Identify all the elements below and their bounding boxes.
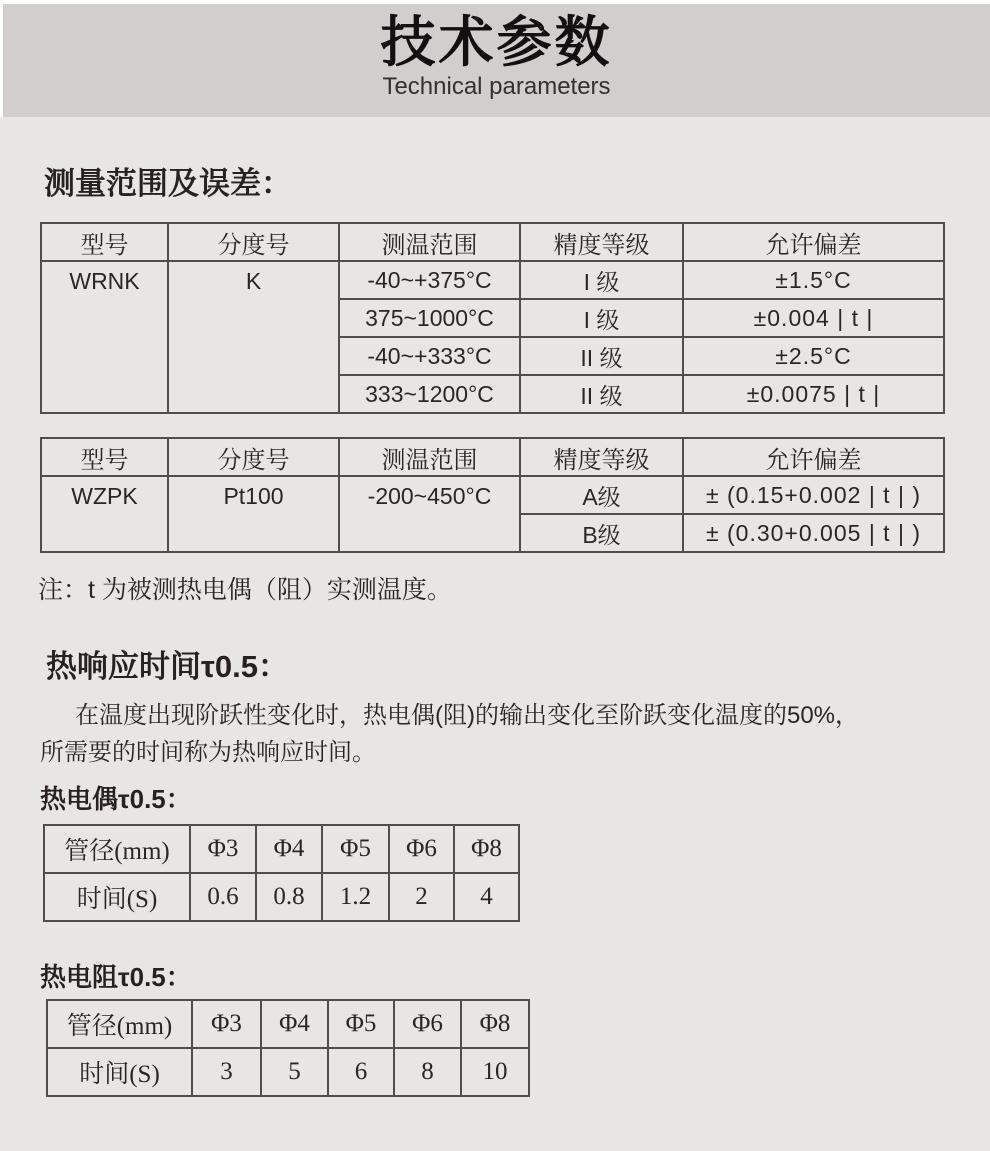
note-text: 注：t 为被测热电偶（阻）实测温度。	[38, 576, 452, 604]
page-body	[0, 117, 990, 1151]
time-cell: 10	[461, 1048, 529, 1096]
diameter-label-cell: 管径(mm)	[47, 1000, 192, 1048]
graduation-cell: K	[168, 261, 339, 413]
col-header-range: 测温范围	[339, 438, 520, 476]
table-header-row	[41, 438, 944, 476]
section-heading-measurement: 测量范围及误差：	[44, 166, 292, 201]
table-row	[44, 873, 519, 921]
table-row	[41, 476, 944, 514]
time-label-cell: 时间(S)	[44, 873, 190, 921]
deviation-cell: ±2.5°C	[683, 337, 944, 375]
grade-cell: B级	[520, 514, 683, 552]
table-header-row	[47, 1000, 529, 1048]
model-cell: WZPK	[41, 476, 168, 552]
range-cell: -40~+375°C	[339, 261, 520, 299]
grade-cell: II 级	[520, 337, 683, 375]
col-header-range: 测温范围	[339, 223, 520, 261]
table-header-row	[41, 223, 944, 261]
table-row	[47, 1048, 529, 1096]
deviation-cell: ± (0.30+0.005 | t | )	[683, 514, 944, 552]
deviation-cell: ± (0.15+0.002 | t | )	[683, 476, 944, 514]
subsection-heading-rtd: 热电阻τ0.5：	[40, 962, 192, 992]
deviation-cell: ±0.0075 | t |	[683, 375, 944, 413]
time-cell: 5	[261, 1048, 328, 1096]
table-header-row	[44, 825, 519, 873]
diameter-cell: Φ6	[389, 825, 454, 873]
col-header-deviation: 允许偏差	[683, 438, 944, 476]
range-cell: 375~1000°C	[339, 299, 520, 337]
diameter-cell: Φ3	[190, 825, 256, 873]
response-time-description	[40, 697, 960, 771]
deviation-cell: ±1.5°C	[683, 261, 944, 299]
section-heading-response-time: 热响应时间τ0.5：	[46, 649, 289, 684]
col-header-model: 型号	[41, 438, 168, 476]
diameter-cell: Φ6	[394, 1000, 461, 1048]
page-title: 技术参数	[380, 11, 613, 73]
diameter-cell: Φ5	[322, 825, 389, 873]
page-subtitle: Technical parameters	[382, 73, 611, 100]
time-cell: 3	[192, 1048, 261, 1096]
grade-cell: I 级	[520, 261, 683, 299]
page-header-band	[3, 4, 990, 117]
diameter-label-cell: 管径(mm)	[44, 825, 190, 873]
diameter-cell: Φ5	[328, 1000, 394, 1048]
col-header-grade: 精度等级	[520, 223, 683, 261]
grade-cell: I 级	[520, 299, 683, 337]
time-cell: 0.8	[256, 873, 322, 921]
diameter-cell: Φ3	[192, 1000, 261, 1048]
thermocouple-table	[43, 824, 520, 922]
description-line: 在温度出现阶跃性变化时，热电偶(阻)的输出变化至阶跃变化温度的50%，	[75, 702, 860, 729]
col-header-deviation: 允许偏差	[683, 223, 944, 261]
time-label-cell: 时间(S)	[47, 1048, 192, 1096]
range-cell: -40~+333°C	[339, 337, 520, 375]
col-header-model: 型号	[41, 223, 168, 261]
measurement-table-wzpk	[40, 437, 945, 553]
diameter-cell: Φ8	[454, 825, 519, 873]
diameter-cell: Φ4	[256, 825, 322, 873]
time-cell: 4	[454, 873, 519, 921]
time-cell: 8	[394, 1048, 461, 1096]
table-row	[41, 261, 944, 299]
time-cell: 6	[328, 1048, 394, 1096]
diameter-cell: Φ8	[461, 1000, 529, 1048]
subsection-heading-thermocouple: 热电偶τ0.5：	[40, 784, 192, 814]
rtd-table	[46, 999, 530, 1097]
grade-cell: II 级	[520, 375, 683, 413]
time-cell: 1.2	[322, 873, 389, 921]
range-cell: 333~1200°C	[339, 375, 520, 413]
measurement-table-wrnk	[40, 222, 945, 414]
time-cell: 0.6	[190, 873, 256, 921]
graduation-cell: Pt100	[168, 476, 339, 552]
time-cell: 2	[389, 873, 454, 921]
model-cell: WRNK	[41, 261, 168, 413]
col-header-graduation: 分度号	[168, 223, 339, 261]
grade-cell: A级	[520, 476, 683, 514]
description-line: 所需要的时间称为热响应时间。	[40, 739, 376, 766]
col-header-graduation: 分度号	[168, 438, 339, 476]
deviation-cell: ±0.004 | t |	[683, 299, 944, 337]
col-header-grade: 精度等级	[520, 438, 683, 476]
range-cell: -200~450°C	[339, 476, 520, 552]
diameter-cell: Φ4	[261, 1000, 328, 1048]
